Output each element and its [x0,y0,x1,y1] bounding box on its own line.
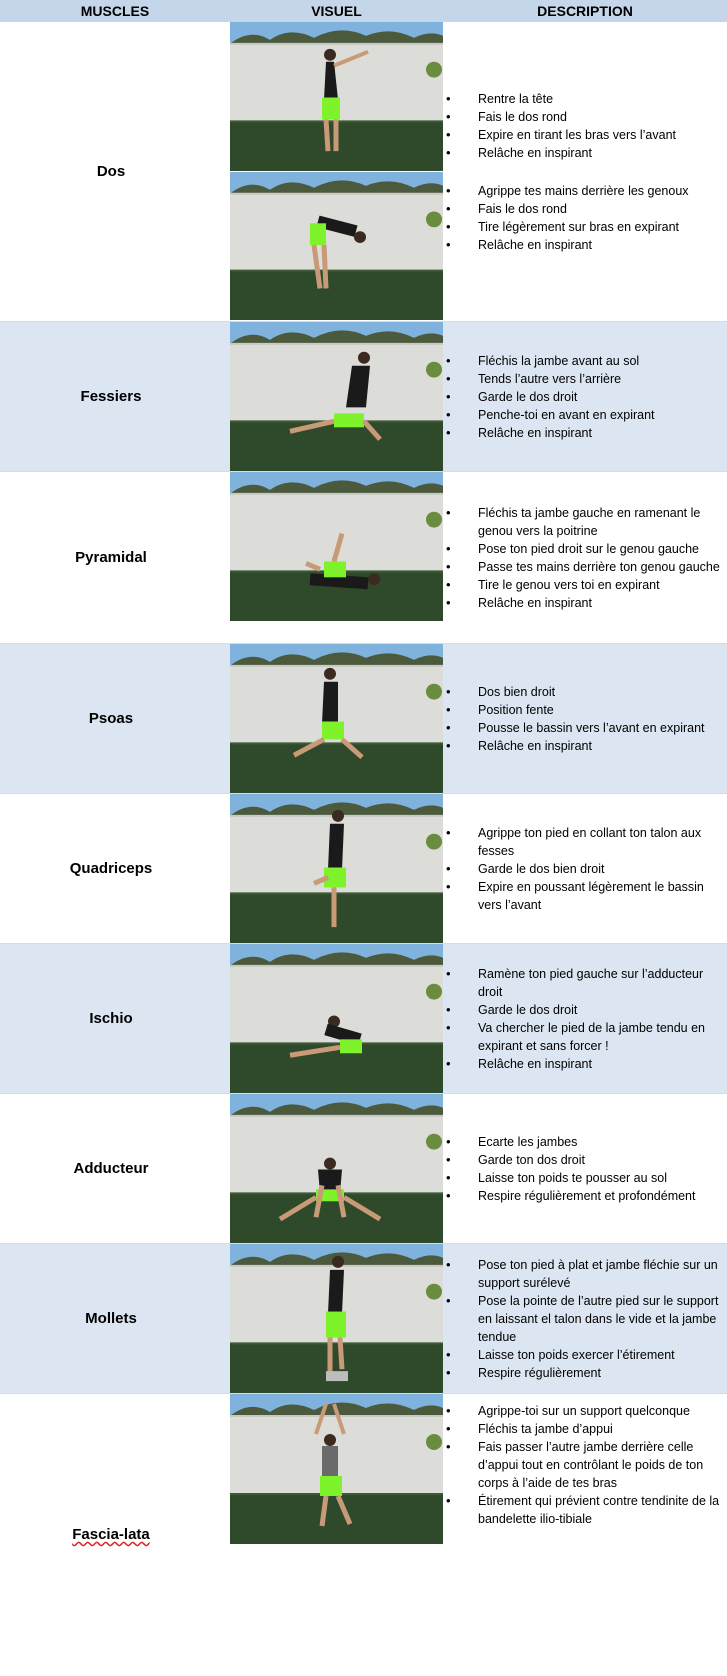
list-item: • Expire en tirant les bras vers l’avant [442,126,723,144]
muscle-name: Ischio [89,1010,133,1027]
visual-cell [230,472,443,643]
list-item: • Relâche en inspirant [442,424,723,442]
muscle-name: Quadriceps [69,860,153,877]
list-item: • Penche-toi en avant en expirant [442,406,723,424]
table-row [0,22,727,322]
table-row [0,944,727,1094]
list-item: • Fléchis ta jambe gauche en ramenant le genou vers la poitrine [442,504,723,540]
list-item: • Pose ton pied droit sur le genou gauche [442,540,723,558]
header-description: DESCRIPTION [537,3,633,19]
description-cell [478,944,723,1093]
list-item: • Garde le dos bien droit [442,860,723,878]
list-item: • Relâche en inspirant [442,594,723,612]
list-item: • Relâche en inspirant [442,236,723,254]
description-cell [478,1244,723,1393]
description-cell [478,22,723,321]
list-item: • Agrippe tes mains derrière les genoux [442,182,723,200]
photo-illustration [230,644,443,793]
table-header [0,0,727,23]
description-cell [478,644,723,793]
description-cell [478,322,723,471]
list-item: • Tends l’autre vers l’arrière [442,370,723,388]
photo-illustration [230,944,443,1093]
muscle-name: Psoas [88,710,134,727]
photo-illustration [230,322,443,471]
visual-cell [230,322,443,471]
stretch-photo [230,22,443,171]
list-item: • Pose la pointe de l’autre pied sur le support en laissant el talon dans le vide et la jambe tendue [442,1292,723,1346]
header-visuel: VISUEL [311,3,362,19]
photo-illustration [230,1094,443,1243]
table-row [0,1394,727,1675]
list-item: • Passe tes mains derrière ton genou gauche [442,558,723,576]
description-cell [478,1094,723,1243]
list-item: • Relâche en inspirant [442,1055,723,1073]
table-row [0,794,727,944]
list-item: • Garde le dos droit [442,388,723,406]
stretch-photo [230,1094,443,1243]
muscle-name [0,1394,222,1675]
list-item: • Dos bien droit [442,683,723,701]
muscle-name: Adducteur [73,1160,149,1177]
visual-cell [230,944,443,1093]
stretch-photo [230,644,443,793]
list-item: • Fléchis ta jambe d’appui [442,1420,723,1438]
list-item: • Laisse ton poids te pousser au sol [442,1169,723,1187]
list-item: • Tire légèrement sur bras en expirant [442,218,723,236]
photo-illustration [230,472,443,621]
stretch-photo [230,322,443,471]
description-cell [478,794,723,943]
visual-cell [230,1244,443,1393]
header-muscles: MUSCLES [80,3,150,19]
photo-illustration [230,22,443,171]
list-item: • Va chercher le pied de la jambe tendu en expirant et sans forcer ! [442,1019,723,1055]
stretch-photo [230,172,443,320]
list-item: • Relâche en inspirant [442,144,723,162]
list-item: • Position fente [442,701,723,719]
list-item: • Fais le dos rond [442,200,723,218]
list-item: • Fléchis la jambe avant au sol [442,352,723,370]
list-item: • Pousse le bassin vers l’avant en expirant [442,719,723,737]
list-item: • Rentre la tête [442,90,723,108]
photo-illustration [230,1394,443,1544]
bullet-list [478,352,723,442]
list-item: • Pose ton pied à plat et jambe fléchie sur un support surélevé [442,1256,723,1292]
list-item: • Tire le genou vers toi en expirant [442,576,723,594]
table-row [0,644,727,794]
bullet-list [478,824,723,914]
list-item: • Étirement qui prévient contre tendinite de la bandelette ilio-tibiale [442,1492,723,1528]
visual-cell [230,1394,443,1675]
stretch-photo [230,944,443,1093]
description-cell [478,1394,723,1675]
list-item: • Expire en poussant légèrement le bassin vers l’avant [442,878,723,914]
bullet-list [478,1133,723,1205]
visual-cell [230,1094,443,1243]
list-item: • Respire régulièrement et profondément [442,1187,723,1205]
list-item: • Agrippe-toi sur un support quelconque [442,1402,723,1420]
list-item: • Garde ton dos droit [442,1151,723,1169]
stretch-photo [230,472,443,621]
list-item: • Laisse ton poids exercer l’étirement [442,1346,723,1364]
table-row [0,1244,727,1394]
visual-cell [230,22,443,321]
muscle-name: Fessiers [80,388,142,405]
bullet-list [478,504,723,612]
visual-cell [230,644,443,793]
muscle-label: Fascia-lata [72,1526,150,1543]
photo-illustration [230,794,443,943]
muscle-name: Mollets [85,1310,137,1327]
list-item: • Ramène ton pied gauche sur l’adducteur droit [442,965,723,1001]
list-item: • Garde le dos droit [442,1001,723,1019]
muscle-name: Pyramidal [75,549,147,566]
bullet-list [478,182,723,254]
bullet-list [478,90,723,162]
table-row [0,322,727,472]
photo-illustration [230,1244,443,1393]
stretch-photo [230,794,443,943]
bullet-list [478,965,723,1073]
photo-illustration [230,172,443,320]
list-item: • Fais passer l’autre jambe derrière celle d’appui tout en contrôlant le poids de ton corps à l’aide de tes bras [442,1438,723,1492]
bullet-list [478,1256,723,1382]
table-row [0,1094,727,1244]
stretch-photo [230,1244,443,1393]
bullet-list [478,683,723,755]
list-item: • Agrippe ton pied en collant ton talon aux fesses [442,824,723,860]
table-row [0,472,727,644]
bullet-list [478,1402,723,1528]
visual-cell [230,794,443,943]
muscle-name: Dos [96,163,126,180]
description-cell [478,472,723,643]
list-item: • Ecarte les jambes [442,1133,723,1151]
list-item: • Fais le dos rond [442,108,723,126]
list-item: • Relâche en inspirant [442,737,723,755]
stretch-photo [230,1394,443,1544]
list-item: • Respire régulièrement [442,1364,723,1382]
